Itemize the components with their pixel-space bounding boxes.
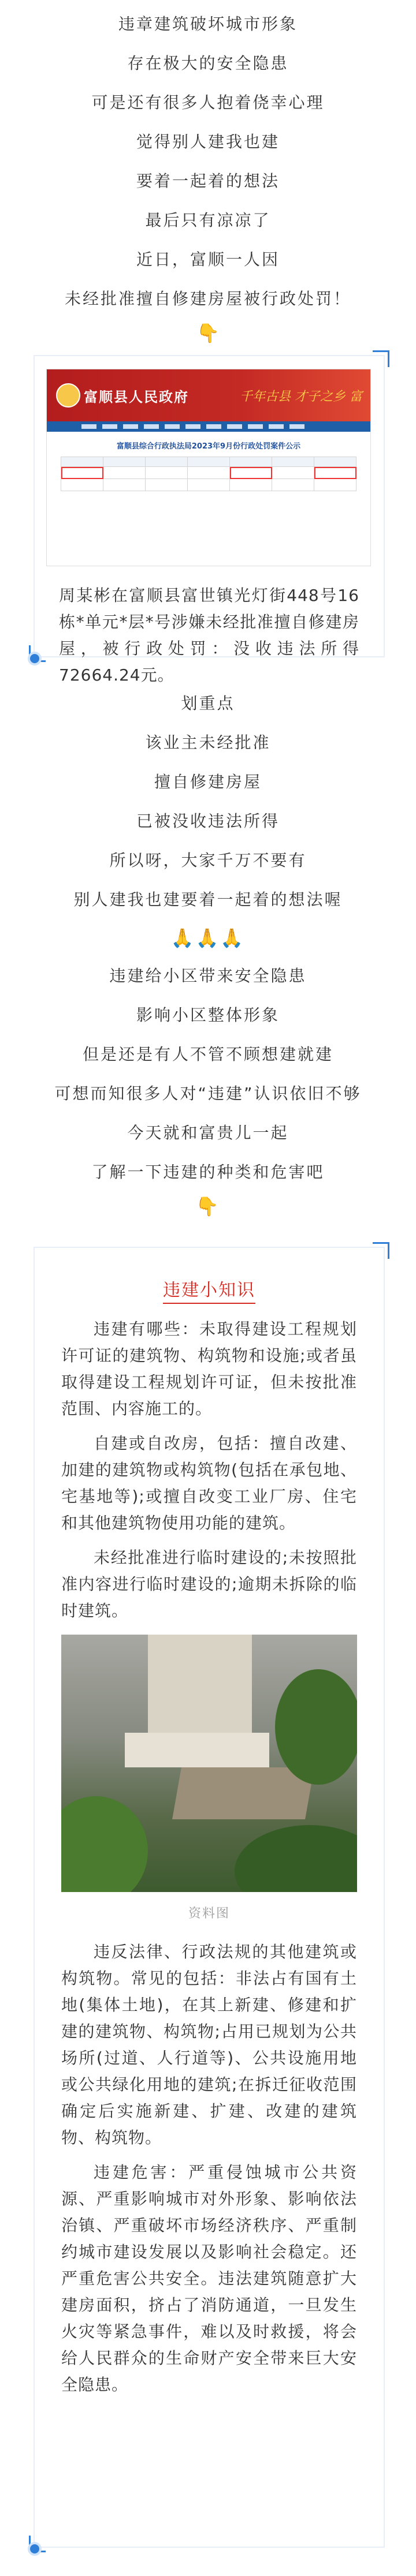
photo-caption: 资料图 [188, 1906, 230, 1921]
frame-corner-icon [373, 350, 389, 367]
penalty-table [61, 457, 356, 491]
pointing-down-icon: 👇 [195, 1195, 221, 1217]
knowledge-card [34, 1247, 385, 2548]
knowledge-paragraph: 违建危害：严重侵蚀城市公共资源、严重影响城市对外形象、影响依法治镇、严重破坏市场经济秩序、严重制约城市建设发展以及影响社会稳定。还严重危害公共安全。违法建筑随意扩大建房面积，挤占了消防通道，一旦发生火灾等紧急事件，难以及时救援，将会给人民群众的生命财产安全带来巨大安全隐患。 [61, 2163, 357, 2394]
middle-line: 影响小区整体形象 [136, 1005, 280, 1025]
penalty-screenshot [46, 369, 371, 566]
keypoint-line: 所以呀，大家千万不要有 [109, 851, 307, 870]
knowledge-paragraph: 违反法律、行政法规的其他建筑或构筑物。常见的包括：非法占有国有土地(集体土地)，在其上新建、修建和扩建的建筑物、构筑物;占用已规划为公共场所(过道、人行道等)、公共设施用地或公共绿化用地的建筑;在拆迁征收范围确定后实施新建、扩建、改建的建筑物、构筑物。 [61, 1942, 357, 2147]
penalty-description: 周某彬在富顺县富世镇光灯街448号16栋*单元*层*号涉嫌未经批准擅自修建房屋，被行政处罚：没收违法所得72664.24元。 [59, 586, 359, 685]
middle-line: 违建给小区带来安全隐患 [109, 966, 307, 985]
keypoint-line: 擅自修建房屋 [154, 772, 262, 791]
penalty-card [34, 355, 385, 685]
middle-line: 今天就和富贵儿一起 [127, 1123, 289, 1142]
knowledge-paragraph: 未经批准进行临时建设的;未按照批准内容进行临时建设的;逾期未拆除的临时建筑。 [61, 1548, 357, 1620]
knowledge-title [35, 1276, 384, 1301]
intro-line: 未经批准擅自修建房屋被行政处罚！ [64, 289, 351, 308]
folded-hands-icon: 🙏🙏🙏 [170, 927, 246, 949]
knowledge-paragraph: 自建或自改房，包括：擅自改建、加建的建筑物或构筑物(包括在承包地、宅基地等);或擅自改变工业厂房、住宅和其他建筑物使用功能的建筑。 [61, 1434, 357, 1532]
knowledge-paragraph: 违建有哪些：未取得建设工程规划许可证的建筑物、构筑物和设施;或者虽取得建设工程规划许可证，但未按批准范围、内容施工的。 [61, 1319, 357, 1418]
frame-dot-icon [30, 2544, 39, 2553]
middle-line: 了解一下违建的种类和危害吧 [91, 1162, 325, 1182]
knowledge-title-text: 违建小知识 [163, 1280, 255, 1304]
notice-title: 富顺县综合行政执法局2023年9月份行政处罚案件公示 [116, 442, 301, 451]
pointing-down-icon: 👇 [196, 322, 220, 344]
middle-line: 但是还是有人不管不顾想建就建 [82, 1045, 333, 1064]
frame-dot-icon [30, 654, 39, 663]
keypoint-line: 划重点 [181, 694, 235, 713]
intro-text [0, 0, 416, 319]
frame-corner-icon [373, 1242, 389, 1259]
intro-line: 可是还有很多人抱着侥幸心理 [91, 93, 325, 112]
gov-site-title: 富顺县人民政府 [84, 389, 189, 405]
keypoint-line: 别人建我也建要着一起着的想法喔 [73, 890, 343, 909]
intro-line: 觉得别人建我也建 [136, 132, 280, 151]
middle-line: 可想而知很多人对“违建”认识依旧不够 [54, 1084, 362, 1103]
gov-banner [47, 369, 370, 421]
intro-line: 违章建筑破坏城市形象 [118, 14, 298, 33]
intro-line: 存在极大的安全隐患 [127, 54, 289, 73]
intro-line: 最后只有凉凉了 [145, 211, 271, 230]
intro-line: 要着一起着的想法 [136, 171, 280, 190]
emblem-icon [56, 383, 80, 407]
illegal-building-photo [61, 1635, 357, 1892]
keypoints-text [0, 684, 416, 1221]
gov-nav [47, 421, 370, 432]
keypoint-line: 该业主未经批准 [145, 733, 271, 752]
keypoint-line: 已被没收违法所得 [136, 812, 280, 831]
gov-slogan: 千年古县 才子之乡 富 [240, 390, 362, 404]
intro-line: 近日，富顺一人因 [136, 250, 280, 269]
